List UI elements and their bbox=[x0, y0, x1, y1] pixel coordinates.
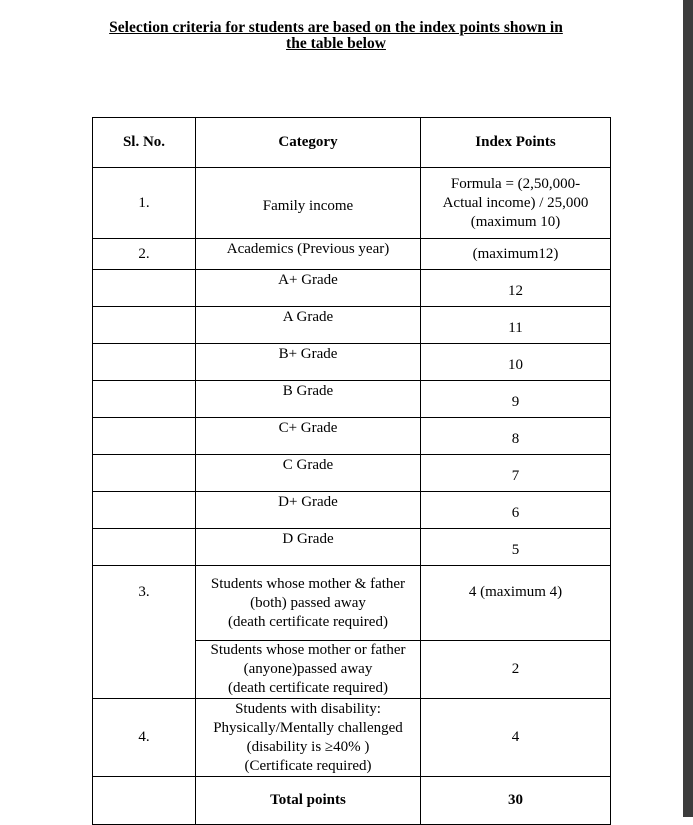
points-formula-line-3: (maximum 10) bbox=[470, 213, 561, 230]
sl-no-empty bbox=[93, 455, 196, 492]
header-sl-no: Sl. No. bbox=[93, 118, 196, 168]
sl-no-3 bbox=[93, 566, 196, 699]
sl-no-empty bbox=[93, 777, 196, 825]
points-disability: 4 bbox=[421, 699, 611, 777]
orphan-either-line-3: (death certificate required) bbox=[228, 680, 388, 696]
sl-no-2: 2. bbox=[93, 239, 196, 270]
table-row-disability bbox=[93, 699, 611, 777]
grade-points: 8 bbox=[421, 418, 611, 455]
orphan-both-line-1: Students whose mother & father bbox=[210, 575, 406, 592]
sl-no-empty bbox=[93, 307, 196, 344]
grade-label: B Grade bbox=[196, 381, 421, 418]
table-row-grade bbox=[93, 344, 611, 381]
heading-line-2: the table below bbox=[286, 35, 386, 52]
grade-points: 5 bbox=[421, 529, 611, 566]
total-points-value: 30 bbox=[421, 777, 611, 825]
table-row-grade bbox=[93, 492, 611, 529]
category-orphan-both bbox=[196, 566, 421, 641]
selection-criteria-table bbox=[92, 117, 611, 825]
category-academics: Academics (Previous year) bbox=[196, 239, 421, 270]
table-row-grade bbox=[93, 455, 611, 492]
points-orphan-both: 4 (maximum 4) bbox=[421, 566, 611, 641]
orphan-both-line-2: (both) passed away bbox=[250, 594, 366, 611]
table-row-grade bbox=[93, 270, 611, 307]
orphan-either-line-1: Students whose mother or father bbox=[210, 642, 406, 658]
grade-points: 6 bbox=[421, 492, 611, 529]
grade-label: C Grade bbox=[196, 455, 421, 492]
total-points-label: Total points bbox=[196, 777, 421, 825]
disability-line-1: Students with disability: bbox=[235, 700, 381, 717]
table-row-orphan-both bbox=[93, 566, 611, 641]
table-header-row bbox=[93, 118, 611, 168]
grade-label: C+ Grade bbox=[196, 418, 421, 455]
table-row-grade bbox=[93, 381, 611, 418]
category-orphan-either bbox=[196, 641, 421, 699]
category-disability bbox=[196, 699, 421, 777]
orphan-either-line-2: (anyone)passed away bbox=[243, 661, 373, 677]
sl-no-empty bbox=[93, 381, 196, 418]
header-index-points: Index Points bbox=[421, 118, 611, 168]
disability-line-4: (Certificate required) bbox=[244, 757, 372, 774]
grade-points: 7 bbox=[421, 455, 611, 492]
points-orphan-either: 2 bbox=[421, 641, 611, 699]
table-row-grade bbox=[93, 529, 611, 566]
sl-no-empty bbox=[93, 492, 196, 529]
table-row-family-income bbox=[93, 168, 611, 239]
grade-label: D+ Grade bbox=[196, 492, 421, 529]
grade-label: B+ Grade bbox=[196, 344, 421, 381]
table-row-academics bbox=[93, 239, 611, 270]
grade-label: A Grade bbox=[196, 307, 421, 344]
page-heading bbox=[60, 20, 612, 52]
disability-line-3: (disability is ≥40% ) bbox=[246, 738, 370, 755]
header-category: Category bbox=[196, 118, 421, 168]
sl-no-empty bbox=[93, 529, 196, 566]
sl-no-empty bbox=[93, 418, 196, 455]
sl-no-1: 1. bbox=[93, 168, 196, 239]
table-row-grade bbox=[93, 307, 611, 344]
sl-no-3-label: 3. bbox=[138, 584, 150, 600]
disability-line-2: Physically/Mentally challenged bbox=[213, 719, 403, 736]
category-family-income: Family income bbox=[196, 168, 421, 239]
heading-line-1: Selection criteria for students are based on the index points shown in bbox=[109, 19, 563, 36]
grade-points: 10 bbox=[421, 344, 611, 381]
sl-no-4: 4. bbox=[93, 699, 196, 777]
table-row-grade bbox=[93, 418, 611, 455]
grade-points: 11 bbox=[421, 307, 611, 344]
grade-label: A+ Grade bbox=[196, 270, 421, 307]
window-edge bbox=[683, 0, 693, 817]
orphan-both-line-3: (death certificate required) bbox=[228, 613, 388, 630]
grade-points: 12 bbox=[421, 270, 611, 307]
points-family-income bbox=[421, 168, 611, 239]
points-academics-max: (maximum12) bbox=[421, 239, 611, 270]
points-formula-line-2: Actual income) / 25,000 bbox=[442, 194, 589, 211]
grade-label: D Grade bbox=[196, 529, 421, 566]
table-row-total bbox=[93, 777, 611, 825]
points-formula-line-1: Formula = (2,50,000- bbox=[450, 175, 581, 192]
sl-no-empty bbox=[93, 344, 196, 381]
sl-no-empty bbox=[93, 270, 196, 307]
grade-points: 9 bbox=[421, 381, 611, 418]
